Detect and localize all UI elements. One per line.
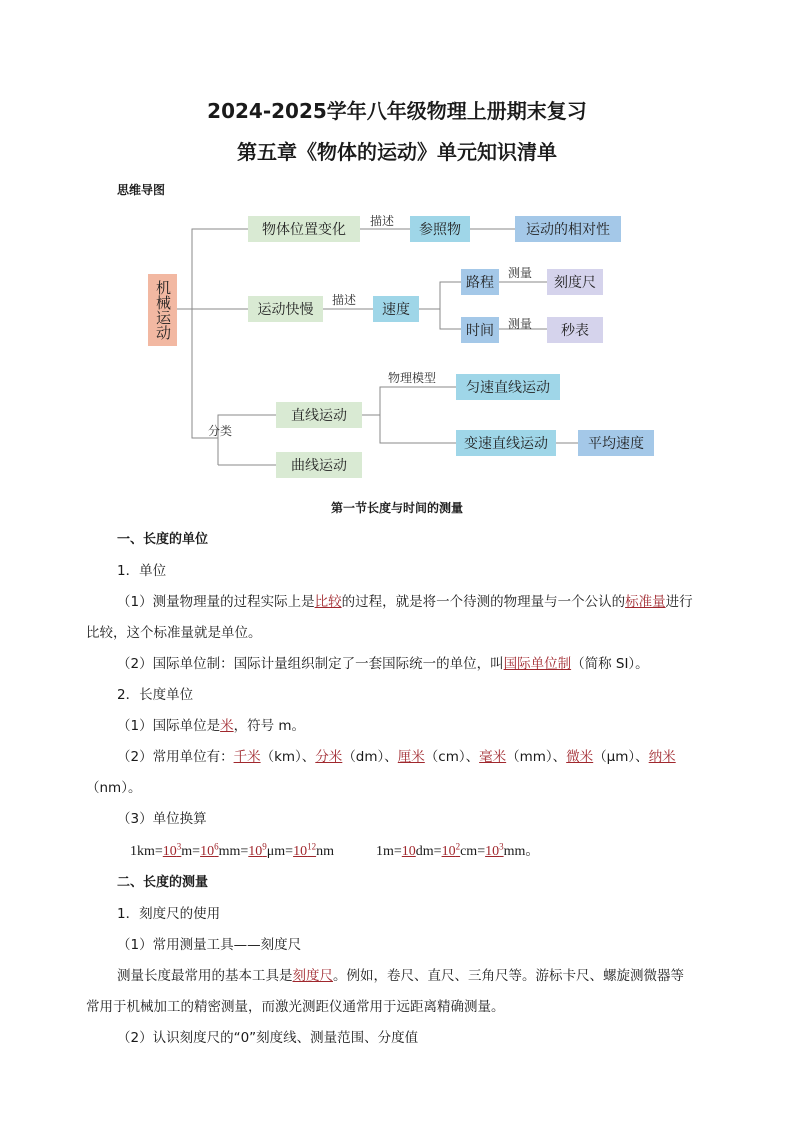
exp: $10^6$: [200, 841, 219, 859]
keyword-um: 微米: [566, 749, 594, 765]
keyword-mm: 毫米: [479, 749, 507, 765]
text: 的过程，就是将一个待测的物理量与一个公认的: [341, 594, 626, 610]
keyword-ruler: 刻度尺: [292, 968, 333, 984]
paragraph-measurement-cont: 比较，这个标准量就是单位。: [86, 625, 262, 641]
node-linear-motion: 直线运动: [276, 402, 362, 428]
document-title: 2024-2025学年八年级物理上册期末复习: [207, 99, 587, 123]
keyword-meter: 米: [220, 718, 234, 734]
edge-label-measure-1: 测量: [508, 266, 533, 280]
node-speed-of-motion: 运动快慢: [248, 296, 323, 322]
text: （2）常用单位有：: [117, 749, 234, 765]
text: （μm）、: [593, 749, 649, 765]
text: cm=: [460, 844, 486, 859]
node-uniform-motion: 匀速直线运动: [456, 374, 560, 400]
paragraph-tools-detail: [117, 966, 684, 986]
node-speed: 速度: [373, 296, 419, 322]
paragraph-ruler-features: （2）认识刻度尺的“0”刻度线、测量范围、分度值: [117, 1030, 419, 1046]
node-average-speed: 平均速度: [578, 430, 654, 456]
node-time: 时间: [461, 317, 499, 343]
section-title: 第一节长度与时间的测量: [330, 501, 463, 515]
edge-label-physical-model: 物理模型: [388, 371, 437, 385]
edge-label-describe-2: 描述: [332, 293, 357, 307]
keyword-si: 国际单位制: [503, 656, 572, 672]
node-stopwatch: 秒表: [547, 317, 603, 343]
paragraph-si-unit: [117, 716, 305, 736]
edge-label-measure-2: 测量: [508, 317, 533, 331]
text: （1）国际单位是: [117, 718, 221, 734]
paragraph-common-units: [117, 747, 676, 767]
keyword-nm: 纳米: [648, 749, 676, 765]
heading-length-measurement: 二、长度的测量: [117, 875, 209, 890]
edge-label-classify: 分类: [208, 424, 233, 438]
subheading-conversion: （3）单位换算: [117, 811, 207, 827]
node-relativity: 运动的相对性: [515, 216, 621, 242]
text: （cm）、: [424, 749, 480, 765]
subheading-unit: 1．单位: [117, 563, 167, 579]
text: nm: [316, 844, 334, 859]
subheading-ruler-use: 1．刻度尺的使用: [117, 906, 221, 922]
text: 。例如，卷尺、直尺、三角尺等。游标卡尺、螺旋测微器等: [333, 968, 684, 984]
paragraph-common-units-cont: （nm）。: [86, 780, 142, 796]
paragraph-si: [117, 654, 649, 674]
subheading-length-units: 2．长度单位: [117, 687, 194, 703]
text: 测量长度最常用的基本工具是: [117, 968, 293, 984]
chapter-title: 第五章《物体的运动》单元知识清单: [237, 140, 557, 164]
exp: $10^3$: [162, 841, 182, 859]
text: mm=: [218, 844, 249, 859]
node-position-change: 物体位置变化: [248, 216, 360, 242]
paragraph-tool: （1）常用测量工具——刻度尺: [117, 937, 302, 953]
keyword-cm: 厘米: [397, 749, 425, 765]
node-ruler: 刻度尺: [547, 269, 603, 295]
text: 1m=: [376, 844, 402, 859]
conversion-m: [376, 842, 539, 862]
text: 进行: [665, 594, 693, 610]
paragraph-tools-detail-cont: 常用于机械加工的精密测量，而激光测距仪通常用于远距离精确测量。: [86, 999, 505, 1015]
text: （简称 SI）。: [571, 656, 649, 672]
node-curve-motion: 曲线运动: [276, 452, 362, 478]
heading-length-units: 一、长度的单位: [117, 532, 209, 547]
exp: $10^3$: [485, 841, 504, 859]
node-reference: 参照物: [410, 216, 470, 242]
exp: $10^9$: [248, 841, 267, 859]
keyword-km: 千米: [233, 749, 261, 765]
text: m=: [181, 844, 201, 859]
text: （2）国际单位制：国际计量组织制定了一套国际统一的单位，叫: [117, 656, 504, 672]
text: ，符号 m。: [233, 718, 306, 734]
text: mm。: [503, 844, 540, 859]
node-distance: 路程: [461, 269, 499, 295]
exp: $10^{12}$: [293, 841, 317, 859]
mindmap-label: 思维导图: [117, 183, 166, 197]
paragraph-measurement: [117, 592, 693, 612]
text: μm=: [266, 844, 294, 859]
conversion-km: [130, 842, 334, 862]
mind-map: [140, 200, 670, 490]
exp: $10^2$: [441, 841, 461, 859]
text: （mm）、: [506, 749, 567, 765]
text: dm=: [415, 844, 442, 859]
text: （km）、: [260, 749, 316, 765]
edge-label-describe-1: 描述: [370, 214, 395, 228]
node-variable-motion: 变速直线运动: [456, 430, 556, 456]
text: （dm）、: [342, 749, 398, 765]
text: （1）测量物理量的过程实际上是: [117, 594, 315, 610]
keyword-compare: 比较: [314, 594, 342, 610]
text: 1km=: [130, 844, 163, 859]
root-node: 机械运动: [148, 274, 177, 346]
exp: 10: [401, 844, 416, 859]
keyword-dm: 分米: [315, 749, 343, 765]
keyword-standard: 标准量: [625, 594, 666, 610]
